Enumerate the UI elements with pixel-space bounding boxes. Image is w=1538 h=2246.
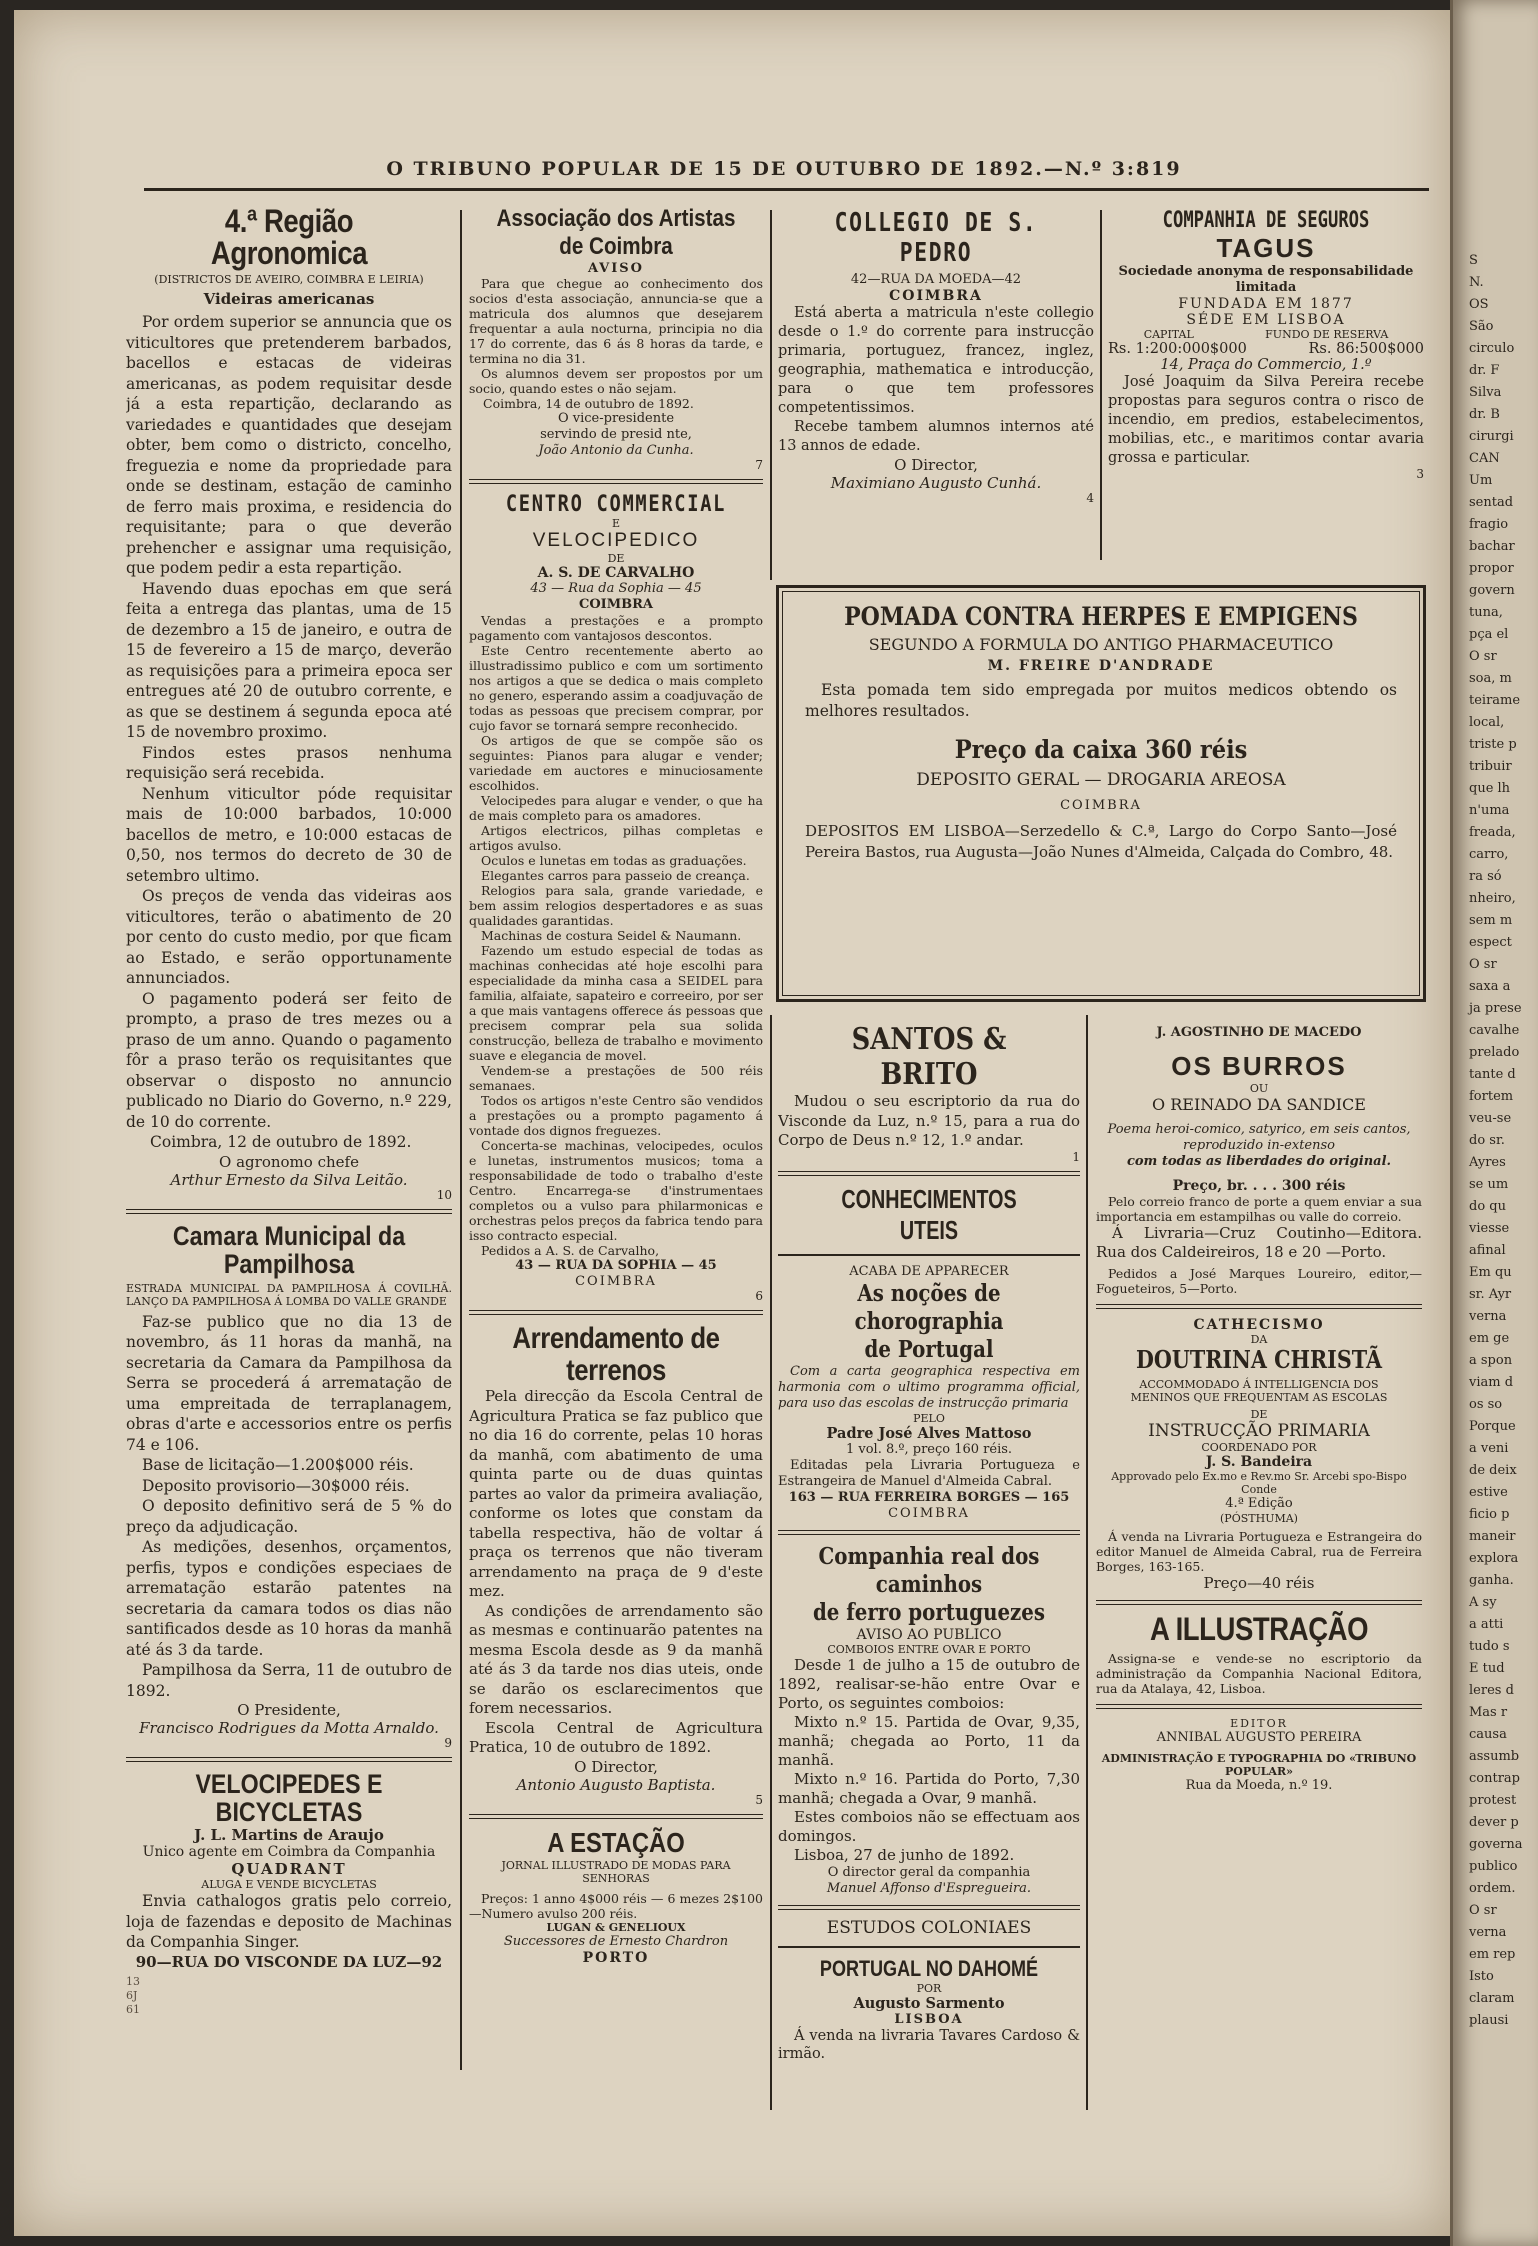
next-page-edge xyxy=(1450,0,1538,2246)
centro-para: Elegantes carros para passeio de creança. xyxy=(481,868,750,883)
camara-subtitle: ESTRADA MUNICIPAL DA PAMPILHOSA Á COVILHÃ. LANÇO DA PAMPILHOSA Á LOMBA DO VALLE GRANDE xyxy=(126,1281,452,1308)
next-page-fragment: dever p xyxy=(1469,1815,1519,1830)
companhia-para: Mixto n.º 15. Partida de Ovar, 9,35, manhã; chegada ao Porto, 11 da manhã. xyxy=(778,1712,1080,1769)
centro-para: Os artigos de que se compõe são os seguintes: Pianos para alugar e vender; variedade em auctores e minuciosamente escolhidos. xyxy=(469,733,763,793)
ad-number: 1 xyxy=(1072,1149,1080,1164)
companhia-sub: AVISO AO PUBLICO xyxy=(856,1626,1002,1643)
camara-para: Pampilhosa da Serra, 11 de outubro de 1892. xyxy=(126,1661,452,1700)
estacao-title: A ESTAÇÃO xyxy=(547,1826,685,1858)
next-page-fragment: os so xyxy=(1469,1397,1503,1412)
seguros-title: COMPANHIA DE SEGUROS xyxy=(1162,208,1370,233)
next-page-fragment: viam d xyxy=(1469,1375,1514,1390)
next-page-fragment: ra só xyxy=(1469,869,1502,884)
next-page-fragment: Silva xyxy=(1469,385,1502,400)
column-4-top xyxy=(1108,208,1424,568)
next-page-fragment: verna xyxy=(1469,1925,1507,1940)
assoc-date: Coimbra, 14 de outubro de 1892. xyxy=(483,396,694,411)
regiao-para: Havendo duas epochas em que será feita a entrega das plantas, uma de 15 de dezembro a 15 de janeiro, e outra de 15 de fevereiro a 15 de março, deverão as requisições para a primeira epoca ser entregues até 20 de outubro corrente, e as que se destinem á segunda epoca até 15 de novembro proximo. xyxy=(126,579,452,741)
cathecismo-t9: Approvado pelo Ex.mo e Rev.mo Sr. Arcebi spo-Bispo Conde xyxy=(1111,1470,1407,1496)
arrend-para: Escola Central de Agricultura Pratica, 10 de outubro de 1892. xyxy=(469,1718,763,1756)
next-page-fragment: Um xyxy=(1469,473,1493,488)
column-rule xyxy=(770,1015,772,2110)
next-page-fragment: freada, xyxy=(1469,825,1516,840)
next-page-fragment: afinal xyxy=(1469,1243,1506,1258)
next-page-fragment: fragio xyxy=(1469,517,1509,532)
conhec-pelo: PELO xyxy=(913,1411,945,1425)
regiao-para: O pagamento poderá ser feito de prompto, a praso de tres mezes ou a praso de um anno. Quando o pagamento fôr a praso terão os requisitantes que observar o disposto no annuncio publicado no Diario do Governo, n.º 229, de 10 do corrente. xyxy=(126,989,452,1131)
next-page-fragment: do qu xyxy=(1469,1199,1506,1214)
next-page-fragment: tudo s xyxy=(1469,1639,1510,1654)
companhia-title: de ferro portuguezes xyxy=(812,1598,1046,1626)
pomada-sub: SEGUNDO A FORMULA DO ANTIGO PHARMACEUTICO xyxy=(868,635,1334,654)
section-rule xyxy=(778,1254,1080,1256)
column-4-bottom xyxy=(1096,1025,1422,2115)
section-rule xyxy=(778,1530,1080,1535)
assoc-role: servindo de presid nte, xyxy=(540,427,692,442)
section-rule xyxy=(1096,1304,1422,1309)
next-page-fragment: tante d xyxy=(1469,1067,1516,1082)
section-rule xyxy=(778,1905,1080,1910)
regiao-para: Por ordem superior se annuncia que os viticultores que pretenderem barbados, bacellos e estacas de videiras americanas, as podem requisitar desde já a esta repartição, declarando as variedades e quantidades que desejam obter, bem como o districto, concelho, freguezia e nome da propriedade para onde se destinam, estação de caminho de ferro mais proxima, e residencia do requisitante; para o que deverão prehencher e assignar uma requisição, que podem pedir a esta repartição. xyxy=(126,313,452,577)
assoc-role: O vice-presidente xyxy=(557,411,675,426)
next-page-fragment: sem m xyxy=(1469,913,1513,928)
next-page-fragment: espect xyxy=(1469,935,1512,950)
next-page-fragment: nheiro, xyxy=(1469,891,1516,906)
estudos-title: ESTUDOS COLONIAES xyxy=(826,1917,1032,1938)
section-rule xyxy=(126,1757,452,1762)
next-page-fragment: claram xyxy=(1469,1991,1515,2006)
estudos-book: PORTUGAL NO DAHOMÉ xyxy=(819,1955,1039,1981)
cathecismo-t1: CATHECISMO xyxy=(1193,1317,1325,1333)
reserve-label: FUNDO DE RESERVA xyxy=(1265,328,1389,341)
regiao-signature: Arthur Ernesto da Silva Leitão. xyxy=(170,1170,408,1189)
centro-name: A. S. DE CARVALHO xyxy=(537,565,695,581)
next-page-fragment: cavalhe xyxy=(1469,1023,1520,1038)
next-page-fragment: explora xyxy=(1469,1551,1519,1566)
next-page-fragment: fortem xyxy=(1469,1089,1514,1104)
assoc-signature: João Antonio da Cunha. xyxy=(538,443,694,458)
section-rule xyxy=(778,1946,1080,1948)
seguros-para: José Joaquim da Silva Pereira recebe propostas para seguros contra o risco de incendio, em predios, estabelecimentos, mobilias, etc., e maritimos contar avaria grossa e particular. xyxy=(1108,374,1424,466)
agostinho-price: Preço, br. . . . 300 réis xyxy=(1172,1178,1346,1194)
camara-para: O deposito definitivo será de 5 % do preço da adjudicação. xyxy=(126,1497,452,1536)
cathecismo-t2: DA xyxy=(1250,1333,1268,1346)
centro-para: Vendem-se a prestações de 500 réis semanaes. xyxy=(469,1063,763,1093)
pomada-city: COIMBRA xyxy=(1060,798,1142,813)
next-page-fragment: veu-se xyxy=(1469,1111,1512,1126)
margin-note: 61 xyxy=(126,2002,140,2016)
header-rule xyxy=(144,188,1429,191)
regiao-subtitle: (DISTRICTOS DE AVEIRO, COIMBRA E LEIRIA) xyxy=(154,273,424,286)
cathecismo-t4: ACCOMMODADO Á INTELLIGENCIA DOS MENINOS QUE FREQUENTAM AS ESCOLAS xyxy=(1130,1378,1388,1404)
next-page-fragment: OS xyxy=(1469,297,1489,312)
centro-title: CENTRO COMMERCIAL xyxy=(505,492,727,517)
assoc-para: Para que chegue ao conhecimento dos socios d'esta associação, annuncia-se que a matricula dos alumnos que desejarem frequentar a aula nocturna, principia no dia 17 do corrente, das 6 ás 8 horas da tarde, e termina no dia 31. xyxy=(469,276,763,366)
cathecismo-t3: DOUTRINA CHRISTÃ xyxy=(1135,1345,1382,1374)
column-rule xyxy=(460,210,462,2070)
companhia-signature: Manuel Affonso d'Espregueira. xyxy=(826,1880,1032,1896)
next-page-fragment: ficio p xyxy=(1469,1507,1510,1522)
next-page-fragment: viesse xyxy=(1469,1221,1510,1236)
next-page-fragment: cirurgi xyxy=(1469,429,1514,444)
illus-para: Assigna-se e vende-se no escriptorio da administração da Companhia Nacional Editora, rua da Atalaya, 42, Lisboa. xyxy=(1096,1651,1422,1696)
capital-label: CAPITAL xyxy=(1143,328,1194,341)
centro-para: Relogios para sala, grande variedade, e bem assim relogios despertadores e as suas qualidades garantidas. xyxy=(469,883,763,928)
next-page-fragment: verna xyxy=(1469,1309,1507,1324)
ad-number: 3 xyxy=(1416,467,1424,481)
next-page-fragment: maneir xyxy=(1469,1529,1516,1544)
companhia-title: Companhia real dos caminhos xyxy=(818,1542,1040,1598)
companhia-para: Estes comboios não se effectuam aos domingos. xyxy=(778,1807,1080,1845)
ad-number: 5 xyxy=(755,1792,763,1807)
next-page-fragment: N. xyxy=(1469,275,1484,290)
next-page-fragment: que lh xyxy=(1469,781,1511,796)
cathecismo-t7: COORDENADO POR xyxy=(1201,1441,1317,1454)
camara-role: O Presidente, xyxy=(237,1701,341,1719)
cathecismo-para: Á venda na Livraria Portugueza e Estrangeira do editor Manuel de Almeida Cabral, rua de Ferreira Borges, 163-165. xyxy=(1096,1529,1422,1574)
centro-city: COIMBRA xyxy=(578,597,654,612)
ad-number: 7 xyxy=(755,458,763,472)
next-page-fragment: carro, xyxy=(1469,847,1509,862)
next-page-fragment: Isto xyxy=(1469,1969,1494,1984)
ad-number: 10 xyxy=(436,1187,452,1202)
companhia-para: Mixto n.º 16. Partida do Porto, 7,30 manhã; chegada a Ovar, 9 manhã. xyxy=(778,1769,1080,1807)
agostinho-desc: reproduzido in-extenso xyxy=(1183,1138,1335,1153)
camara-title: Camara Municipal da Pampilhosa xyxy=(172,1220,406,1279)
next-page-fragment: assumb xyxy=(1469,1749,1520,1764)
companhia-para: Desde 1 de julho a 15 de outubro de 1892, realisar-se-hão entre Ovar e Porto, os seguintes comboios: xyxy=(778,1655,1080,1712)
next-page-fragment: leres d xyxy=(1469,1683,1514,1698)
next-page-fragment: a spon xyxy=(1469,1353,1513,1368)
regiao-title: 4.ª Região Agronomica xyxy=(210,205,368,271)
next-page-fragment: de deix xyxy=(1469,1463,1517,1478)
next-page-fragment: sr. Ayr xyxy=(1469,1287,1512,1302)
newspaper-page xyxy=(14,10,1450,2236)
next-page-fragment: Ayres xyxy=(1469,1155,1506,1170)
next-page-fragment: protest xyxy=(1469,1793,1517,1808)
centro-e: E xyxy=(611,517,621,530)
centro-para: Machinas de costura Seidel & Naumann. xyxy=(481,928,742,943)
next-page-fragment: O sr xyxy=(1469,649,1497,664)
assoc-heading: AVISO xyxy=(587,261,645,276)
conhec-author: Padre José Alves Mattoso xyxy=(826,1424,1032,1442)
section-rule xyxy=(1096,1704,1422,1709)
next-page-fragment: prelado xyxy=(1469,1045,1520,1060)
regiao-date: Coimbra, 12 de outubro de 1892. xyxy=(150,1133,412,1151)
agostinho-para: Pelo correio franco de porte a quem enviar a sua importancia em estampilhas ou valle do correio. xyxy=(1096,1194,1422,1224)
section-rule xyxy=(778,1171,1080,1176)
collegio-city: COIMBRA xyxy=(889,288,983,304)
next-page-fragment: ja prese xyxy=(1469,1001,1522,1016)
margin-note: 13 xyxy=(126,1974,140,1988)
estacao-subtitle: JORNAL ILLUSTRADO DE MODAS PARA SENHORAS xyxy=(501,1858,731,1885)
companhia-role: O director geral da companhia xyxy=(827,1864,1031,1880)
editor-name: ANNIBAL AUGUSTO PEREIRA xyxy=(1156,1730,1362,1745)
collegio-address: 42—RUA DA MOEDA—42 xyxy=(850,272,1022,287)
next-page-fragment: govern xyxy=(1469,583,1515,598)
reserve-value: Rs. 86:500$000 xyxy=(1308,341,1424,357)
regiao-heading: Videiras americanas xyxy=(203,290,375,308)
next-page-fragment: triste p xyxy=(1469,737,1517,752)
next-page-fragment: tuna, xyxy=(1469,605,1503,620)
pomada-deposit: DEPOSITO GERAL — DROGARIA AREOSA xyxy=(916,770,1286,790)
pomada-lisboa: DEPOSITOS EM LISBOA—Serzedello & C.ª, Largo do Corpo Santo—José Pereira Bastos, rua Augusta—João Nunes d'Almeida, Calçada do Combro, 48. xyxy=(805,822,1397,861)
centro-para: Concerta-se machinas, velocipedes, oculos e lunetas, instrumentos musicos; toma a responsabilidade de todo o trabalho d'este Centro. Encarrega-se d'instrumentaes completos ou a vulso para philarmonicas e orchestras pelos preços da fabrica tendo para isso contracto especial. xyxy=(469,1138,763,1243)
estudos-por: POR xyxy=(916,1981,942,1995)
pomada-para: Esta pomada tem sido empregada por muitos medicos obtendo os melhores resultados. xyxy=(805,681,1397,720)
arrend-para: As condições de arrendamento são as mesmas e continuarão patentes na mesma Escola desde as 9 da manhã até ás 3 da tarde nos dias uteis, onde se darão os esclarecimentos que forem necessarios. xyxy=(469,1601,763,1717)
collegio-signature: Maximiano Augusto Cunhá. xyxy=(830,474,1042,492)
agostinho-title: OS BURROS xyxy=(1171,1051,1347,1081)
next-page-fragment: saxa a xyxy=(1469,979,1511,994)
assoc-title: Associação dos Artistas xyxy=(496,205,736,232)
conhec-title: CONHECIMENTOS UTEIS xyxy=(841,1183,1017,1245)
ad-number: 9 xyxy=(444,1736,452,1750)
regiao-role: O agronomo chefe xyxy=(219,1152,359,1171)
illus-title: A ILLUSTRAÇÃO xyxy=(1149,1611,1369,1647)
estacao-successors: Successores de Ernesto Chardron xyxy=(503,1933,729,1949)
conhec-city: COIMBRA xyxy=(888,1505,970,1521)
centro-city: COIMBRA xyxy=(575,1274,657,1289)
next-page-fragment: E tud xyxy=(1469,1661,1505,1676)
centro-para: Fazendo um estudo especial de todas as machinas conhecidas até hoje escolhi para especialidade da minha casa a SEIDEL para familia, alfaiate, sapateiro e correeiro, por ser a que mais vantagens offerece ás pessoas que precisem comprar pela sua solida construcção, belleza de trabalho e movimento suave e elegancia de movel. xyxy=(469,943,763,1063)
camara-signature: Francisco Rodrigues da Motta Arnaldo. xyxy=(139,1719,439,1737)
column-2 xyxy=(469,205,763,2105)
next-page-fragment: O sr xyxy=(1469,957,1497,972)
capital-value: Rs. 1:200:000$000 xyxy=(1108,341,1247,357)
next-page-fragment: estive xyxy=(1469,1485,1508,1500)
agostinho-ou: OU xyxy=(1249,1082,1269,1095)
pomada-price: Preço da caixa 360 réis xyxy=(954,735,1248,764)
next-page-fragment: n'uma xyxy=(1469,803,1510,818)
next-page-fragment: teirame xyxy=(1469,693,1521,708)
next-page-fragment: ganha. xyxy=(1469,1573,1514,1588)
arrend-signature: Antonio Augusto Baptista. xyxy=(516,1775,716,1794)
next-page-fragment: publico xyxy=(1469,1859,1518,1874)
section-rule xyxy=(469,1814,763,1819)
cathecismo-t5: DE xyxy=(1250,1408,1268,1421)
regiao-para: Findos estes prasos nenhuma requisição será recebida. xyxy=(126,743,452,782)
next-page-fragment: sentad xyxy=(1469,495,1514,510)
agostinho-title2: O REINADO DA SANDICE xyxy=(1152,1095,1366,1114)
conhec-book: As noções de chorographia xyxy=(854,1279,1004,1335)
section-rule xyxy=(469,1310,763,1315)
next-page-fragment: local, xyxy=(1469,715,1505,730)
column-rule xyxy=(770,210,772,580)
next-page-fragment: dr. F xyxy=(1469,363,1500,378)
estacao-prices: Preços: 1 anno 4$000 réis — 6 mezes 2$100—Numero avulso 200 réis. xyxy=(469,1890,763,1921)
companhia-para: Lisboa, 27 de junho de 1892. xyxy=(794,1845,1015,1864)
next-page-fragment: S xyxy=(1469,253,1478,268)
next-page-fragment: em ge xyxy=(1469,1331,1510,1346)
veloc-line: Unico agente em Coimbra da Companhia xyxy=(142,1844,436,1860)
companhia-sub: COMBOIOS ENTRE OVAR E PORTO xyxy=(827,1642,1031,1656)
veloc-para: Envia cathalogos gratis pelo correio, loja de fazendas e deposito de Machinas da Companhia Singer. xyxy=(126,1892,452,1951)
next-page-fragment: soa, m xyxy=(1469,671,1512,686)
next-page-fragment: A sy xyxy=(1469,1595,1497,1610)
next-page-fragment: causa xyxy=(1469,1727,1507,1742)
next-page-fragment: Mas r xyxy=(1469,1705,1508,1720)
next-page-fragment: bachar xyxy=(1469,539,1515,554)
section-rule xyxy=(126,1209,452,1214)
veloc-address: 90—RUA DO VISCONDE DA LUZ—92 xyxy=(135,1952,443,1971)
centro-title: VELOCIPEDICO xyxy=(532,530,700,551)
estudos-author: Augusto Sarmento xyxy=(853,1994,1005,2012)
next-page-fragment: Porque xyxy=(1469,1419,1516,1434)
centro-address: 43 — RUA DA SOPHIA — 45 xyxy=(515,1258,717,1273)
agostinho-para: Pedidos a José Marques Loureiro, editor,—Fogueteiros, 5—Porto. xyxy=(1096,1266,1422,1296)
next-page-fragment: plausi xyxy=(1469,2013,1509,2028)
seguros-sub: Sociedade anonyma de responsabilidade limitada xyxy=(1118,264,1414,295)
next-page-fragment: circulo xyxy=(1469,341,1515,356)
next-page-fragment: tribuir xyxy=(1469,759,1512,774)
next-page-fragment: O sr xyxy=(1469,1903,1497,1918)
next-page-fragment: ordem. xyxy=(1469,1881,1516,1896)
next-page-fragment: se um xyxy=(1469,1177,1509,1192)
camara-para: Faz-se publico que no dia 13 de novembro, ás 11 horas da manhã, na secretaria da Camara da Pampilhosa da Serra se procederá á arrematação de uma empreitada de terraplanagem, obras d'arte e accessorios entre os perfis 74 e 106. xyxy=(126,1312,452,1454)
cathecismo-t6: INSTRUCÇÃO PRIMARIA xyxy=(1148,1421,1370,1441)
assoc-para: Os alumnos devem ser propostos por um socio, quando estes o não sejam. xyxy=(469,366,763,396)
editor-admin: ADMINISTRAÇÃO E TYPOGRAPHIA DO «TRIBUNO POPULAR» xyxy=(1101,1752,1417,1778)
conhec-edit: Editadas pela Livraria Portugueza e Estrangeira de Manuel d'Almeida Cabral. xyxy=(778,1457,1080,1489)
next-page-fragment: a veni xyxy=(1469,1441,1509,1456)
margin-note: 6J xyxy=(126,1988,138,2002)
agostinho-desc: Poema heroi-comico, satyrico, em seis cantos, xyxy=(1107,1122,1411,1137)
assoc-title: de Coimbra xyxy=(559,233,673,260)
centro-para: Este Centro recentemente aberto ao illustradissimo publico e com um sortimento nos artigos a que se dedica o mais completo no genero, esperando assim a coadjuvação de todas as pessoas que precisem comprar, por cujo favor se tornará sempre reconhecido. xyxy=(469,643,763,733)
editor-label: EDITOR xyxy=(1230,1717,1288,1730)
santos-title: SANTOS & BRITO xyxy=(851,1022,1007,1092)
next-page-fragment: CAN xyxy=(1469,451,1500,466)
section-rule xyxy=(1096,1600,1422,1605)
cathecismo-t10: 4.ª Edição xyxy=(1225,1496,1293,1511)
cathecismo-t11: (PÓSTHUMA) xyxy=(1220,1512,1298,1525)
estacao-city: PORTO xyxy=(582,1949,650,1966)
editor-address: Rua da Moeda, n.º 19. xyxy=(1185,1778,1333,1793)
next-page-fragment: do sr. xyxy=(1469,1133,1505,1148)
column-rule xyxy=(1086,1015,1088,2110)
arrend-role: O Director, xyxy=(574,1757,658,1776)
next-page-fragment: governa xyxy=(1469,1837,1523,1852)
centro-para: Vendas a prestações e a prompto pagamento com vantajosos descontos. xyxy=(469,613,763,643)
cathecismo-price: Preço—40 réis xyxy=(1203,1574,1315,1592)
estudos-city: LISBOA xyxy=(894,2011,964,2027)
next-page-fragment: propor xyxy=(1469,561,1514,576)
ad-number: 4 xyxy=(1086,491,1094,505)
seguros-sede: SÉDE EM LISBOA xyxy=(1186,312,1346,328)
page-header: O TRIBUNO POPULAR DE 15 DE OUTUBRO DE 1892.—N.º 3:819 xyxy=(386,158,1182,180)
centro-de: DE xyxy=(607,552,625,565)
arrend-para: Pela direcção da Escola Central de Agricultura Pratica se faz publico que no dia 16 do corrente, pelas 10 horas da manhã, com abatimento de uma quinta parte ou de duas quintas partes ao valor da primeira avaliação, conforme os lotes que constam da tabella respectiva, hão de voltar á praça os terrenos que não tiveram arrendamento na praça de 9 d'este mez. xyxy=(469,1387,763,1600)
next-page-fragment: pça el xyxy=(1469,627,1509,642)
section-rule xyxy=(469,479,763,484)
veloc-name: J. L. Martins de Araujo xyxy=(194,1826,384,1844)
camara-para: Deposito provisorio—30$000 réis. xyxy=(142,1476,410,1495)
conhec-vol: 1 vol. 8.º, preço 160 réis. xyxy=(845,1441,1013,1457)
veloc-brand: QUADRANT xyxy=(231,1860,347,1878)
collegio-para: Está aberta a matricula n'este collegio desde o 1.º do corrente para instrucção primaria, portuguez, francez, inglez, geographia, mathematica e introducção, para o que tem professores competentissimos. xyxy=(778,305,1094,416)
regiao-para: Nenhum viticultor póde requisitar mais de 10:000 barbados, 10:000 bacellos de metro, e 10:000 estacas de 0,50, nos termos do decreto de 30 de setembro ultimo. xyxy=(126,784,452,885)
ad-number: 6 xyxy=(755,1289,763,1303)
pomada-title: POMADA CONTRA HERPES E EMPIGENS xyxy=(844,602,1358,631)
seguros-founded: FUNDADA EM 1877 xyxy=(1178,296,1354,312)
agostinho-desc: com todas as liberdades do original. xyxy=(1126,1154,1392,1169)
centro-para: Todos os artigos n'este Centro são vendidos a prestações ou a prompto pagamento á vontade dos dignos freguezes. xyxy=(469,1093,763,1138)
agostinho-author: J. AGOSTINHO DE MACEDO xyxy=(1156,1025,1362,1040)
centro-para: Velocipedes para alugar e vender, o que ha de mais completo para os amadores. xyxy=(469,793,763,823)
centro-address: 43 — Rua da Sophia — 45 xyxy=(530,581,702,596)
agostinho-para: Á Livraria—Cruz Coutinho—Editora. Rua dos Caldeireiros, 18 e 20 —Porto. xyxy=(1096,1224,1422,1261)
collegio-para: Recebe tambem alumnos internos até 13 annos de edade. xyxy=(778,419,1094,454)
pomada-name: M. FREIRE D'ANDRADE xyxy=(987,658,1215,674)
camara-para: Base de licitação—1.200$000 réis. xyxy=(142,1456,414,1474)
centro-para: Oculos e lunetas em todas as graduações. xyxy=(481,853,747,868)
centro-para: Pedidos a A. S. de Carvalho, xyxy=(481,1243,660,1258)
collegio-title: COLLEGIO DE S. PEDRO xyxy=(834,208,1038,268)
next-page-fragment: dr. B xyxy=(1469,407,1500,422)
next-page-fragment: a atti xyxy=(1469,1617,1504,1632)
estudos-para: Á venda na livraria Tavares Cardoso & irmão. xyxy=(778,2027,1080,2062)
column-3-top xyxy=(778,208,1094,568)
conhec-address: 163 — RUA FERREIRA BORGES — 165 xyxy=(788,1489,1070,1505)
collegio-role: O Director, xyxy=(894,456,978,474)
camara-para: As medições, desenhos, orçamentos, perfis, typos e condições especiaes de arrematação estarão patentes na secretaria da camara todos os dias não santificados desde as 10 horas da manhã até ás 3 da tarde. xyxy=(126,1538,452,1659)
column-rule xyxy=(1100,210,1102,560)
regiao-para: Os preços de venda das videiras aos viticultores, terão o abatimento de 20 por cento do custo medio, por que ficam ao Estado, e serão opportunamente annunciados. xyxy=(126,887,452,987)
veloc-title: VELOCIPEDES E BICYCLETAS xyxy=(195,1769,383,1827)
conhec-desc: Com a carta geographica respectiva em harmonia com o ultimo programma official, para uso das escolas de instrucção primaria xyxy=(778,1363,1080,1411)
next-page-fragment: em rep xyxy=(1469,1947,1516,1962)
centro-para: Artigos electricos, pilhas completas e artigos avulso. xyxy=(469,823,763,853)
pomada-box xyxy=(776,585,1426,1002)
next-page-fragment: São xyxy=(1469,319,1494,334)
next-page-fragment: Em qu xyxy=(1469,1265,1512,1280)
conhec-sub: ACABA DE APPARECER xyxy=(849,1263,1009,1279)
column-1 xyxy=(126,205,452,2105)
next-page-fragment: contrap xyxy=(1469,1771,1520,1786)
arrend-title: Arrendamento de terrenos xyxy=(512,1322,720,1387)
cathecismo-t8: J. S. Bandeira xyxy=(1205,1454,1313,1470)
seguros-address: 14, Praça do Commercio, 1.º xyxy=(1160,357,1372,373)
column-3-bottom xyxy=(778,1022,1080,2112)
conhec-book: de Portugal xyxy=(864,1335,994,1363)
santos-para: Mudou o seu escriptorio da rua do Visconde da Luz, n.º 15, para a rua do Corpo de Deus n.º 12, 1.º andar. xyxy=(778,1092,1080,1149)
veloc-line: ALUGA E VENDE BICYCLETAS xyxy=(201,1878,377,1891)
estacao-publisher: LUGAN & GENELIOUX xyxy=(546,1920,686,1934)
seguros-title: TAGUS xyxy=(1216,233,1316,263)
